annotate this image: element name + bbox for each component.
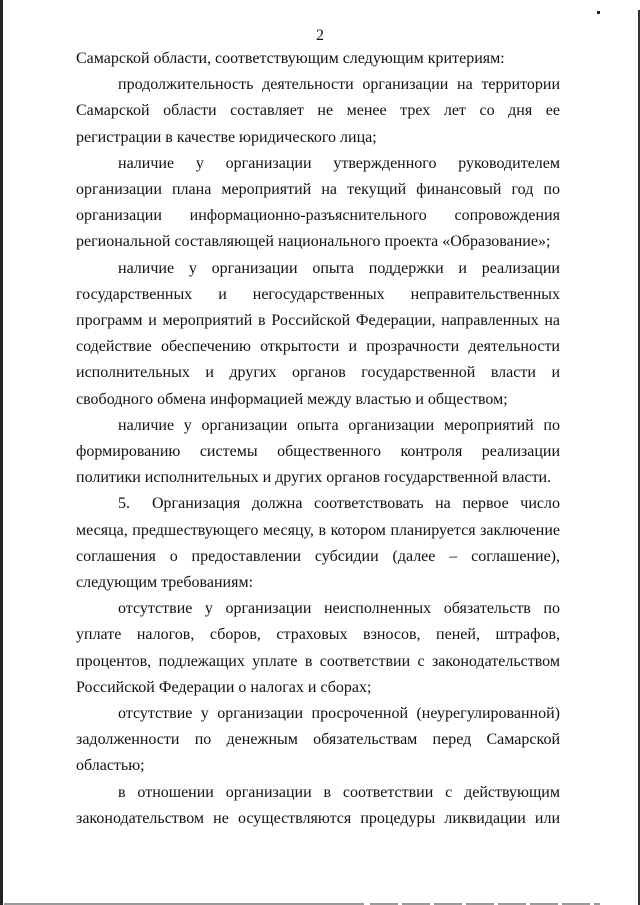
- item-number: 5.: [118, 495, 130, 513]
- paragraph-continuation: Самарской области, соответствующим следующим критериям:: [76, 50, 505, 67]
- paragraph-criterion-experience-programs: наличие у организации опыта поддержки и реализации государственных и негосударственных неправительственных программ и мероприятий в Российской Федерации, направленных на содействие обеспечению открытости и прозрачности деятельности исполнительных и других органов государственной власти и свободного обмена информацией между властью и обществом;: [76, 259, 560, 408]
- paragraph-criterion-duration: продолжительность деятельности организации на территории Самарской области составляет не менее трех лет со дня ее регистрации в качестве юридического лица;: [76, 76, 560, 146]
- page-number: 2: [316, 27, 324, 44]
- paragraph-requirement-liquidation: в отношении организации в соответствии с действующим законодательством не осуществляются процедуры ликвидации или: [76, 783, 560, 827]
- paragraph-criterion-experience-control: наличие у организации опыта организации мероприятий по формированию системы общественного контроля реализации политики исполнительных и других органов государственной власти.: [76, 416, 560, 487]
- document-body: [76, 46, 560, 832]
- paragraph-criterion-plan: наличие у организации утвержденного руководителем организации плана мероприятий на текущий финансовый год по организации информационно-разъяснительного сопровождения региональной составляющей национального проекта «Образование»;: [76, 154, 560, 251]
- paragraph-item-5: [76, 491, 560, 596]
- paragraph-requirement-taxes: отсутствие у организации неисполненных обязательств по уплате налогов, сборов, страховых взносов, пеней, штрафов, процентов, подлежащих уплате в соответствии с законодательством Российской Федерации о налогах и сборах;: [76, 600, 560, 696]
- scan-edge-left: [0, 0, 3, 905]
- paragraph-requirement-debt: отсутствие у организации просроченной (неурегулированной) задолженности по денежным обязательствам перед Самарской областью;: [76, 705, 560, 775]
- item-text: Организация должна соответствовать на первое число месяца, предшествующего месяцу, в котором планируется заключение соглашения о предоставлении субсидии (далее – соглашение), следующим требованиям:: [76, 495, 560, 592]
- scan-speck: [597, 11, 600, 14]
